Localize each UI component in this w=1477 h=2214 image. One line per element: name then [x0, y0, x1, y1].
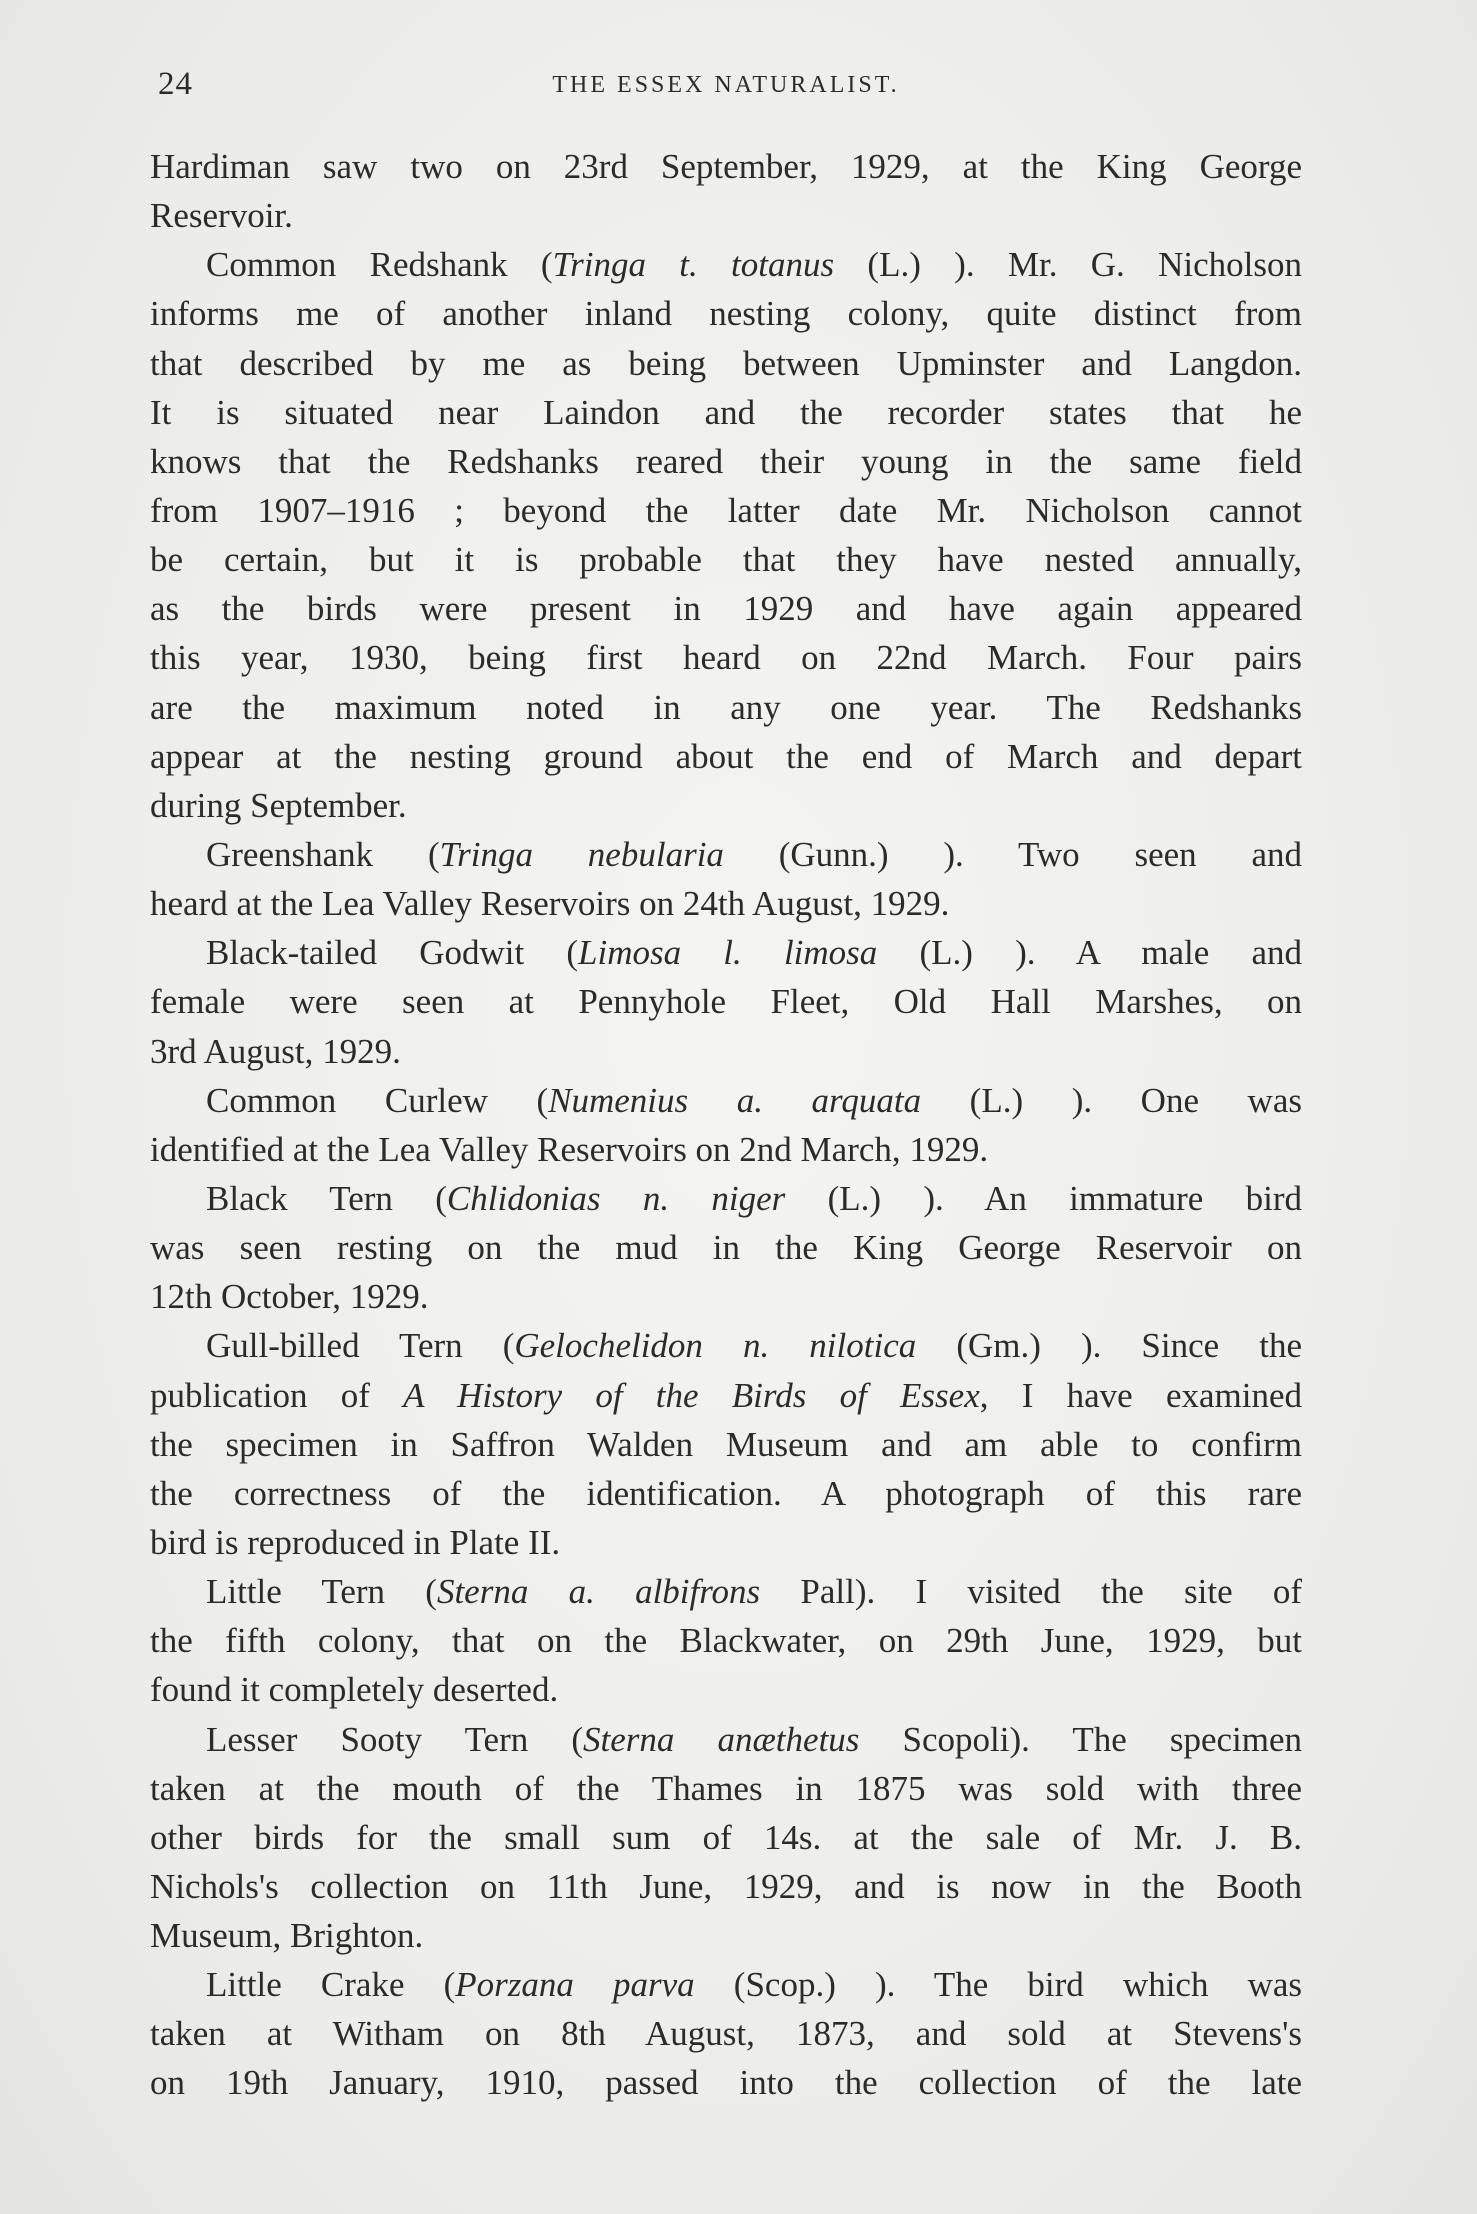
text-line: Little Tern (Sterna a. albifrons Pall). I visited the site of: [206, 1572, 1302, 1612]
text-line: Lesser Sooty Tern (Sterna anæthetus Scopoli). The specimen: [206, 1719, 1303, 1759]
text-line: Gull-billed Tern (Gelochelidon n. nilotica (Gm.) ). Since the: [206, 1326, 1302, 1366]
page-number: 24: [158, 66, 193, 102]
text-line: Common Curlew (Numenius a. arquata (L.) ). One was: [206, 1080, 1302, 1120]
text-line: 12th October, 1929.: [150, 1277, 429, 1317]
text-line: It is situated near Laindon and the recorder states that he: [150, 392, 1302, 432]
text-line: this year, 1930, being first heard on 22nd March. Four pairs: [150, 638, 1302, 678]
text-line: knows that the Redshanks reared their young in the same field: [150, 441, 1302, 481]
text-line: Reservoir.: [150, 196, 293, 236]
text-line: found it completely deserted.: [150, 1670, 559, 1710]
text-line: Black Tern (Chlidonias n. niger (L.) ). An immature bird: [206, 1178, 1302, 1218]
text-line: are the maximum noted in any one year. The Redshanks: [150, 687, 1302, 727]
italic-name: A History of the Birds of Essex: [403, 1375, 980, 1415]
text-line: be certain, but it is probable that they have nested annually,: [150, 540, 1302, 580]
italic-name: Tringa nebularia: [439, 834, 724, 874]
text-line: was seen resting on the mud in the King George Reservoir on: [150, 1228, 1302, 1268]
text-line: the correctness of the identification. A photograph of this rare: [150, 1473, 1302, 1513]
italic-name: Chlidonias n. niger: [446, 1178, 786, 1218]
italic-name: Sterna anæthetus: [582, 1719, 860, 1759]
text-line: 3rd August, 1929.: [150, 1031, 401, 1071]
italic-name: Limosa l. limosa: [578, 933, 878, 973]
text-line: as the birds were present in 1929 and have again appeared: [150, 589, 1302, 629]
text-line: female were seen at Pennyhole Fleet, Old Hall Marshes, on: [150, 982, 1302, 1022]
text-line: Little Crake (Porzana parva (Scop.) ). The bird which was: [206, 1965, 1302, 2005]
italic-name: Porzana parva: [455, 1965, 695, 2005]
text-line: taken at the mouth of the Thames in 1875 was sold with three: [150, 1768, 1302, 1808]
text-line: Common Redshank (Tringa t. totanus (L.) ). Mr. G. Nicholson: [206, 245, 1302, 285]
italic-name: Sterna a. albifrons: [436, 1572, 761, 1612]
text-line: Hardiman saw two on 23rd September, 1929, at the King George: [150, 147, 1302, 186]
text-line: appear at the nesting ground about the end of March and depart: [150, 736, 1302, 776]
text-line: the fifth colony, that on the Blackwater, on 29th June, 1929, but: [150, 1621, 1302, 1661]
running-head: THE ESSEX NATURALIST.: [552, 72, 900, 98]
text-line: taken at Witham on 8th August, 1873, and sold at Stevens's: [150, 2014, 1302, 2054]
italic-name: Numenius a. arquata: [548, 1080, 922, 1120]
text-line: Greenshank (Tringa nebularia (Gunn.) ). Two seen and: [206, 834, 1303, 874]
text-line: that described by me as being between Upminster and Langdon.: [150, 343, 1302, 383]
text-line: heard at the Lea Valley Reservoirs on 24th August, 1929.: [150, 884, 950, 924]
text-line: on 19th January, 1910, passed into the collection of the late: [150, 2063, 1302, 2103]
text-line: identified at the Lea Valley Reservoirs on 2nd March, 1929.: [150, 1129, 989, 1169]
text-line: Black-tailed Godwit (Limosa l. limosa (L.) ). A male and: [206, 933, 1303, 973]
italic-name: Tringa t. totanus: [552, 245, 835, 285]
italic-name: Gelochelidon n. nilotica: [514, 1326, 917, 1366]
body-text: [150, 142, 1302, 2108]
text-line: the specimen in Saffron Walden Museum and am able to confirm: [150, 1424, 1302, 1464]
text-line: publication of A History of the Birds of Essex, I have examined: [150, 1375, 1302, 1415]
text-line: from 1907–1916 ; beyond the latter date Mr. Nicholson cannot: [150, 490, 1302, 530]
text-line: other birds for the small sum of 14s. at the sale of Mr. J. B.: [150, 1817, 1302, 1857]
text-line: Museum, Brighton.: [150, 1916, 424, 1956]
text-line: informs me of another inland nesting colony, quite distinct from: [150, 294, 1302, 334]
text-line: Nichols's collection on 11th June, 1929, and is now in the Booth: [150, 1866, 1302, 1906]
text-line: during September.: [150, 785, 407, 825]
text-line: bird is reproduced in Plate II.: [150, 1522, 561, 1562]
page-header: [150, 66, 1302, 110]
